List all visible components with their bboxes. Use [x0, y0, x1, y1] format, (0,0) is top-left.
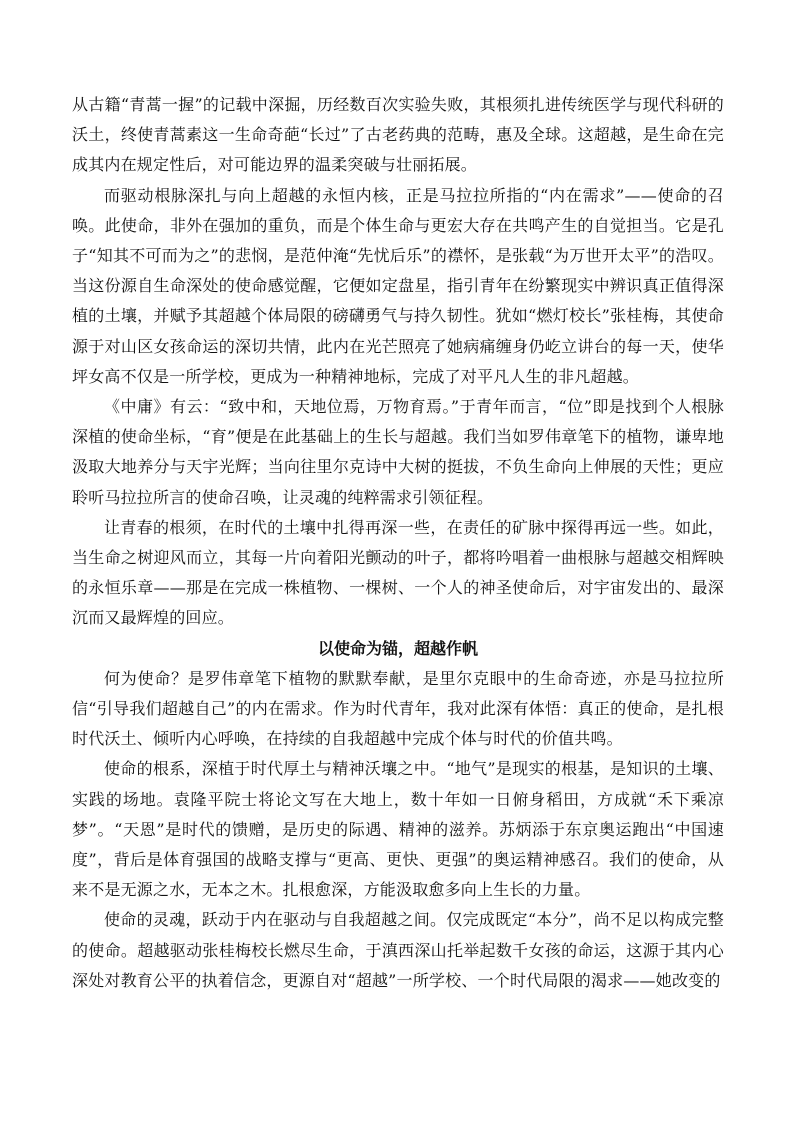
document-page: [72, 90, 724, 996]
essay-title: 以使命为锚，超越作帆: [317, 638, 478, 658]
paragraph-2: 而驱动根脉深扎与向上超越的永恒内核，正是马拉拉所指的“内在需求”——使命的召唤。此使命，非外在强加的重负，而是个体生命与更宏大存在共鸣产生的自觉担当。它是孔子“知其不可而为之”的悲悯，是范仲淹“先忧后乐”的襟怀，是张载“为万世开太平”的浩叹。当这份源自生命深处的使命感觉醒，它便如定盘星，指引青年在纷繁现实中辨识真正值得深植的土壤，并赋予其超越个体局限的磅礴勇气与持久韧性。犹如“燃灯校长”张桂梅，其使命源于对山区女孩命运的深切共情，此内在光芒照亮了她病痛缠身仍屹立讲台的每一天，使华坪女高不仅是一所学校，更成为一种精神地标，完成了对平凡人生的非凡超越。: [72, 185, 724, 386]
paragraph-3: 《中庸》有云：“致中和，天地位焉，万物育焉。”于青年而言，“位”即是找到个人根脉深植的使命坐标，“育”便是在此基础上的生长与超越。我们当如罗伟章笔下的植物，谦卑地汲取大地养分与天宇光辉；当向往里尔克诗中大树的挺拔，不负生命向上伸展的天性；更应聆听马拉拉所言的使命召唤，让灵魂的纯粹需求引领征程。: [72, 397, 724, 507]
paragraph-4: 让青春的根须，在时代的土壤中扎得再深一些，在责任的矿脉中探得再远一些。如此，当生命之树迎风而立，其每一片向着阳光颤动的叶子，都将吟唱着一曲根脉与超越交相辉映的永恒乐章——那是在完成一株植物、一棵树、一个人的神圣使命后，对宇宙发出的、最深沉而又最辉煌的回应。: [72, 517, 724, 628]
essay-paragraph-3: 使命的灵魂，跃动于内在驱动与自我超越之间。仅完成既定“本分”，尚不足以构成完整的使命。超越驱动张桂梅校长燃尽生命，于滇西深山托举起数千女孩的命运，这源于其内心深处对教育公平的执着信念，更源自对“超越”一所学校、一个时代局限的渴求——她改变的: [72, 910, 724, 990]
essay-paragraph-1: 何为使命？是罗伟章笔下植物的默默奉献，是里尔克眼中的生命奇迹，亦是马拉拉所信“引导我们超越自己”的内在需求。作为时代青年，我对此深有体悟：真正的使命，是扎根时代沃土、倾听内心呼唤，在持续的自我超越中完成个体与时代的价值共鸣。: [72, 668, 724, 749]
essay-paragraph-2: 使命的根系，深植于时代厚土与精神沃壤之中。“地气”是现实的根基，是知识的土壤、实践的场地。袁隆平院士将论文写在大地上，数十年如一日俯身稻田，方成就“禾下乘凉梦”。“天恩”是时代的馈赠，是历史的际遇、精神的滋养。苏炳添于东京奥运跑出“中国速度”，背后是体育强国的战略支撑与“更高、更快、更强”的奥运精神感召。我们的使命，从来不是无源之水，无本之木。扎根愈深，方能汲取愈多向上生长的力量。: [72, 759, 724, 900]
paragraph-1: 从古籍“青蒿一握”的记载中深掘，历经数百次实验失败，其根须扎进传统医学与现代科研的沃土，终使青蒿素这一生命奇葩“长过”了古老药典的范畴，惠及全球。这超越，是生命在完成其内在规定性后，对可能边界的温柔突破与壮丽拓展。: [72, 95, 724, 175]
